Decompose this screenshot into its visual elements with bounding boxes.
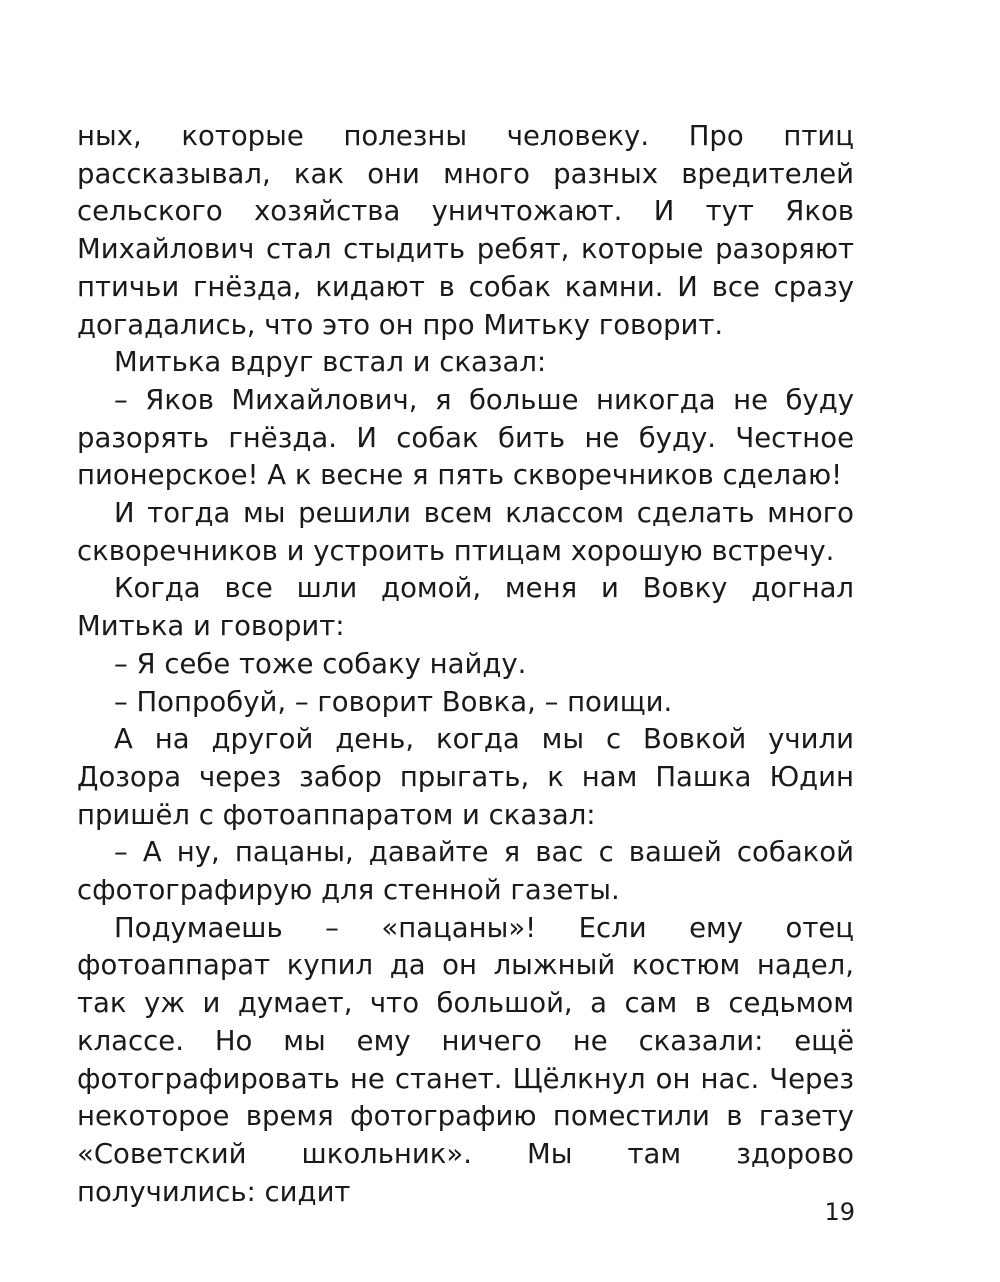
paragraph-2: Митька вдруг встал и сказал: bbox=[114, 346, 547, 379]
paragraph-10: Подумаешь – «пацаны»! Если ему отец фотоаппарат купил да он лыжный костюм надел, так уж и думает, что большой, а сам в седьмом классе. Но мы ему ничего не сказали: ещё фотографировать не станет. Щёлкнул он нас. Через некоторое время фотографию поместили в газету «Советский школьник». Мы там здорово получились: сидит bbox=[77, 911, 854, 1208]
paragraph-5: Когда все шли домой, меня и Вовку догнал Митька и говорит: bbox=[77, 572, 854, 643]
paragraph-1: ных, которые полезны человеку. Про птиц рассказывал, как они много разных вредителей сельского хозяйства уничтожают. И тут Яков Михайлович стал стыдить ребят, которые разоряют птичьи гнёзда, кидают в собак камни. И все сразу догадались, что это он про Митьку говорит. bbox=[77, 120, 854, 341]
page-number: 19 bbox=[824, 1198, 855, 1226]
paragraph-3: – Яков Михайлович, я больше никогда не буду разорять гнёзда. И собак бить не буду. Честное пионерское! А к весне я пять скворечников сделаю! bbox=[77, 383, 854, 492]
paragraph-4: И тогда мы решили всем классом сделать много скворечников и устроить птицам хорошую встречу. bbox=[77, 497, 854, 567]
paragraph-9: – А ну, пацаны, давайте я вас с вашей собакой сфотографирую для стенной газеты. bbox=[77, 836, 854, 907]
paragraph-8: А на другой день, когда мы с Вовкой учили Дозора через забор прыгать, к нам Пашка Юдин пришёл с фотоаппаратом и сказал: bbox=[77, 723, 854, 831]
paragraph-7: – Попробуй, – говорит Вовка, – поищи. bbox=[114, 685, 673, 718]
paragraph-6: – Я себе тоже собаку найду. bbox=[114, 647, 527, 680]
page-text bbox=[77, 118, 854, 1211]
